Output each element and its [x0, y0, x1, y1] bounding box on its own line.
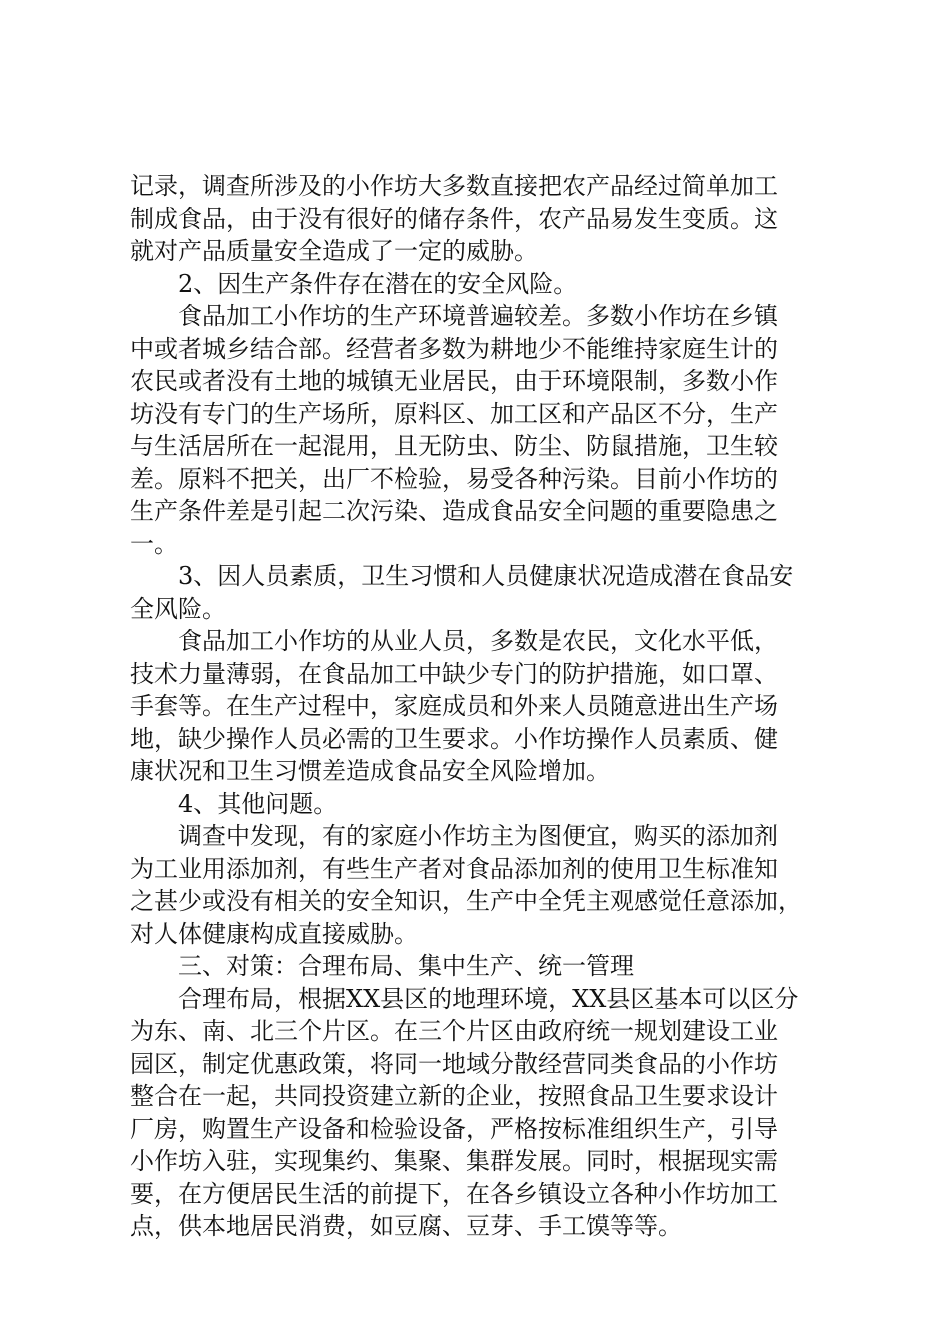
text-line: 差。原料不把关，出厂不检验，易受各种污染。目前小作坊的	[130, 464, 778, 493]
text-line: 康状况和卫生习惯差造成食品安全风险增加。	[130, 757, 610, 785]
text-line: 之甚少或没有相关的安全知识，生产中全凭主观感觉任意添加，	[130, 887, 802, 915]
text-line: 厂房，购置生产设备和检验设备，严格按标准组织生产，引导	[130, 1114, 778, 1143]
text-line: 坊没有专门的生产场所，原料区、加工区和产品区不分，生产	[130, 399, 778, 428]
text-line: 为工业用添加剂，有些生产者对食品添加剂的使用卫生标准知	[130, 854, 778, 883]
text-line: 记录，调查所涉及的小作坊大多数直接把农产品经过简单加工	[130, 172, 778, 200]
text-line: 农民或者没有土地的城镇无业居民，由于环境限制，多数小作	[130, 367, 778, 395]
text-line: 整合在一起，共同投资建立新的企业，按照食品卫生要求设计	[130, 1082, 778, 1110]
text-line: 全风险。	[130, 594, 226, 623]
text-line: 食品加工小作坊的生产环境普遍较差。多数小作坊在乡镇	[178, 302, 778, 330]
text-line: 中或者城乡结合部。经营者多数为耕地少不能维持家庭生计的	[130, 334, 778, 363]
text-line: 点，供本地居民消费，如豆腐、豆芽、手工馍等等。	[130, 1212, 682, 1240]
text-line: 技术力量薄弱，在食品加工中缺少专门的防护措施，如口罩、	[130, 659, 778, 688]
text-line: 就对产品质量安全造成了一定的威胁。	[130, 237, 538, 265]
text-line: 与生活居所在一起混用，且无防虫、防尘、防鼠措施，卫生较	[130, 432, 778, 460]
text-line: 地，缺少操作人员必需的卫生要求。小作坊操作人员素质、健	[130, 724, 778, 753]
text-line: 要，在方便居民生活的前提下，在各乡镇设立各种小作坊加工	[130, 1179, 778, 1208]
text-line: 小作坊入驻，实现集约、集聚、集群发展。同时，根据现实需	[130, 1147, 778, 1175]
text-line: 手套等。在生产过程中，家庭成员和外来人员随意进出生产场	[130, 692, 778, 720]
text-line: 制成食品，由于没有很好的储存条件，农产品易发生变质。这	[130, 204, 778, 233]
text-line: 合理布局，根据XX县区的地理环境，XX县区基本可以区分	[178, 984, 799, 1013]
document-body	[130, 170, 830, 1243]
section-heading: 4、其他问题。	[178, 789, 338, 818]
text-line: 园区，制定优惠政策，将同一地域分散经营同类食品的小作坊	[130, 1049, 778, 1078]
text-line: 食品加工小作坊的从业人员，多数是农民，文化水平低，	[178, 627, 778, 655]
text-line: 生产条件差是引起二次污染、造成食品安全问题的重要隐患之	[130, 497, 778, 525]
text-line: 一。	[130, 529, 178, 558]
section-heading: 三、对策：合理布局、集中生产、统一管理	[178, 952, 634, 980]
text-line: 为东、南、北三个片区。在三个片区由政府统一规划建设工业	[130, 1017, 778, 1045]
section-heading: 2、因生产条件存在潜在的安全风险。	[178, 269, 578, 298]
section-heading: 3、因人员素质，卫生习惯和人员健康状况造成潜在食品安	[178, 562, 794, 590]
text-line: 调查中发现，有的家庭小作坊主为图便宜，购买的添加剂	[178, 822, 778, 850]
text-line: 对人体健康构成直接威胁。	[130, 919, 418, 948]
